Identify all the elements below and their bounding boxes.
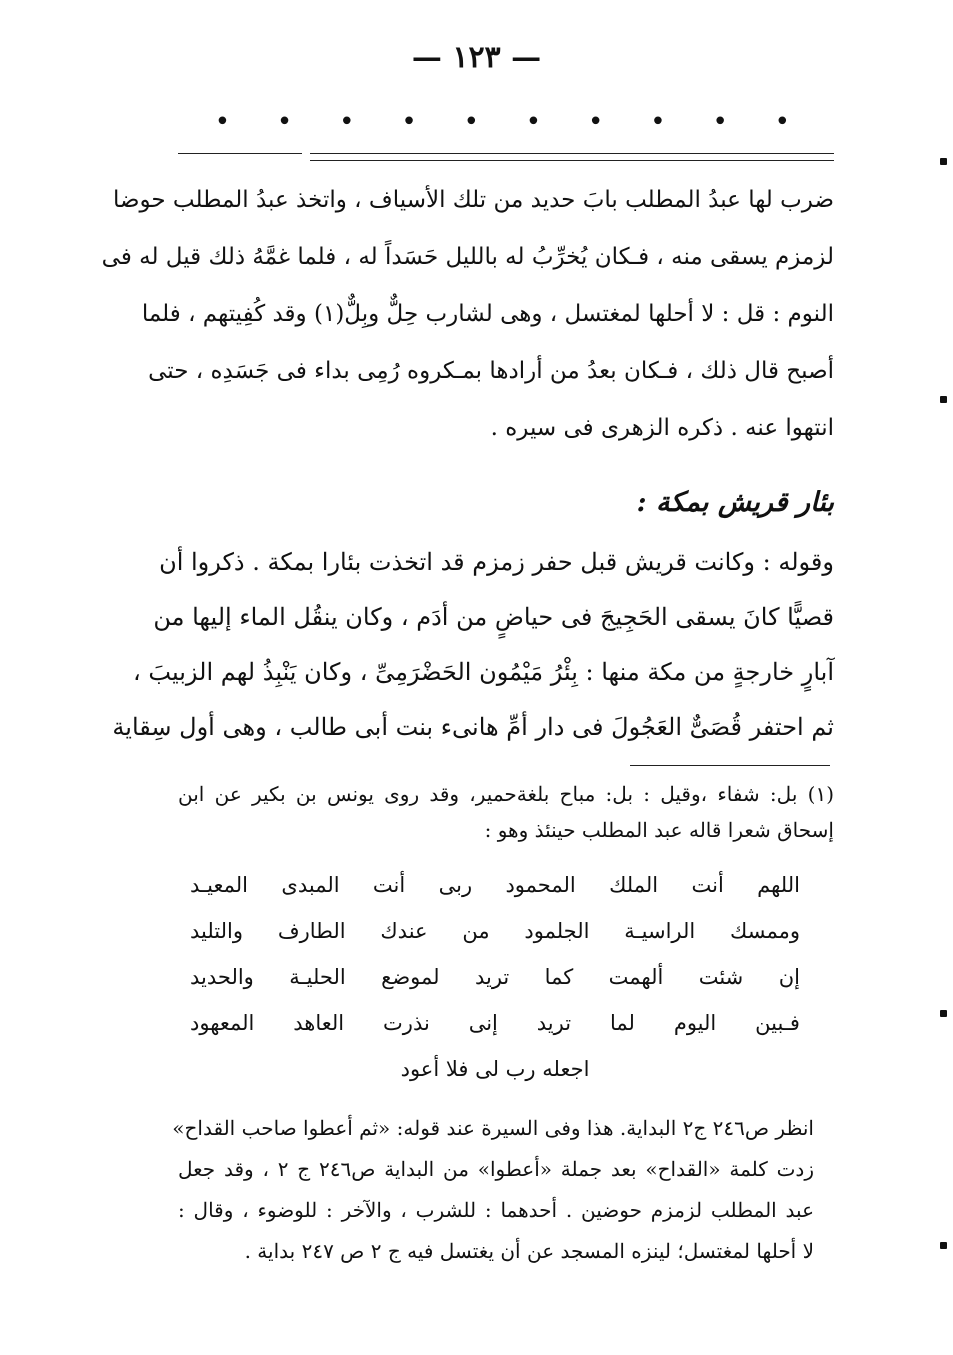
poem-verse [190, 862, 800, 908]
verse-word: لموضع [381, 965, 440, 989]
verse-word: كما [544, 965, 574, 989]
text-line: ضرب لها عبدُ المطلب بابَ حديد من تلك الأسياف ، واتخذ عبدُ المطلب حوضا [112, 187, 834, 213]
poem [190, 862, 800, 1092]
verse-word: الملك [609, 873, 659, 897]
ornament-dot: • [774, 107, 790, 137]
footnote-line: إسحاق شعرا قاله عبد المطلب حينئذ وهو : [484, 818, 834, 842]
note-line: لا أحلها لمغتسل؛ لينزه المسجد عن أن يغتسل فيه ج ٢ ص ٢٤٧ بداية . [244, 1239, 814, 1263]
text-line: ثم احتفر قُصَىٌّ العَجُولَ فى دار أمِّ هانىء بنت أبى طالب ، وهى أول سِقاية [112, 713, 834, 741]
footnote-1 [178, 776, 834, 848]
page-number: — ١٢٣ — [411, 40, 542, 75]
ornament-dot: • [463, 107, 479, 137]
verse-word: نذرت [383, 1011, 430, 1035]
text-line: وقوله : وكانت قريش قبل حفر زمزم قد اتخذت بئارا بمكة . ذكروا أن [159, 548, 834, 576]
ornament-dot: • [525, 107, 542, 137]
verse-word: المبدى [281, 873, 340, 897]
verse-word: والحديد [190, 965, 254, 989]
ornament-dot: • [276, 107, 293, 137]
poem-verse [190, 1000, 800, 1046]
header-rule-gap [302, 150, 310, 158]
ornament-dot: • [712, 107, 728, 137]
ornament-dot: • [588, 107, 604, 137]
header-rule-lower [310, 160, 834, 161]
text-line: آبارٍ خارجةٍ من مكة منها : بِئْرُ مَيْمُون الحَضْرَمِىِّ ، وكان يَنْبِذُ لهم الزبيبَ ، [133, 658, 834, 686]
header-ornament [214, 107, 790, 137]
text-line: النوم : قل : لا أحلها لمغتسل ، وهى لشارب حِلٌّ وبِلٌّ(١) وقد كُفِيتهم ، فلما [141, 301, 834, 327]
ornament-dot: • [214, 107, 231, 137]
verse-word: تريد [536, 1011, 572, 1035]
verse-word: أنت [372, 873, 406, 897]
verse-word: شئت [698, 965, 744, 989]
scan-margin-mark [940, 1242, 947, 1249]
verse-word: إن [778, 965, 800, 989]
verse-word: تريد [474, 965, 510, 989]
scan-margin-mark [940, 396, 947, 403]
footnote-separator [630, 765, 830, 766]
header-rule [178, 153, 834, 154]
verse-word: المعيـد [190, 873, 249, 897]
verse-word: إنى [468, 1011, 498, 1035]
section-heading: بئار قريش بمكة : [636, 487, 834, 518]
verse-word: اليوم [673, 1011, 717, 1035]
paragraph-quraysh-wells [112, 535, 834, 755]
note-line: انظر ص٢٤٦ ج٢ البداية. هذا وفى السيرة عند قوله: «ثم أعطوا صاحب القداح» [172, 1116, 814, 1140]
verse-word: من [462, 919, 490, 943]
note-line: زدت كلمة «القداح» بعد جملة «أعطوا» من البداية ص٢٤٦ ج ٢ ، وقد جعل [178, 1157, 814, 1181]
verse-word: والتليد [190, 919, 244, 943]
poem-verse [190, 954, 800, 1000]
poem-verse [190, 908, 800, 954]
verse-word: الراسيـة [624, 919, 696, 943]
verse-word: اللهم [757, 873, 800, 897]
ornament-dot: • [339, 107, 355, 137]
verse-word: ربى [438, 873, 473, 897]
poem-closing-line: اجعله رب لى فلا أعود [400, 1057, 590, 1081]
verse-word: الطارف [277, 919, 346, 943]
text-line: أصبح قال ذلك ، فـكان بعدُ من أرادها بمـكروه رُمِى بداء فى جَسَدِه ، حتى [148, 358, 834, 384]
verse-word: ألهمت [608, 965, 664, 989]
verse-word: الجلمود [524, 919, 590, 943]
verse-word: المعهود [190, 1011, 255, 1035]
editor-note [172, 1108, 814, 1272]
text-line: انتهوا عنه . ذكره الزهرى فى سيره . [490, 415, 834, 441]
note-line: عبد المطلب لزمزم حوضين . أحدهما : للشرب ، والآخر : للوضوء ، وقال : [178, 1198, 814, 1222]
verse-word: أنت [691, 873, 724, 897]
verse-word: الحليـة [289, 965, 346, 989]
verse-word: العاهد [293, 1011, 345, 1035]
verse-word: وممسك [730, 919, 800, 943]
ornament-dot: • [401, 107, 417, 137]
ornament-dot: • [650, 107, 666, 137]
text-line: لزمزم يسقى منه ، فـكان يُخرِّبُ له بالليل حَسَداً له ، فلما غمَّهُ ذلك قيل له فى [101, 244, 834, 270]
footnote-line: (١) بل: شفاء ،وقيل : بل: مباح بلغةحمير، وقد روى يونس بن بكير عن ابن [178, 782, 834, 806]
verse-word: المحمود [505, 873, 576, 897]
verse-word: لما [609, 1011, 635, 1035]
verse-word: عندك [380, 919, 428, 943]
verse-word: فـبين [755, 1011, 800, 1035]
paragraph-zamzam-basin [101, 172, 834, 457]
text-line: قصيًّا كانَ يسقى الحَجِيجَ فى حياضٍ من أدَم ، وكان ينقُل الماء إليها من [153, 603, 834, 631]
scan-margin-mark [940, 158, 947, 165]
scan-margin-mark [940, 1010, 947, 1017]
